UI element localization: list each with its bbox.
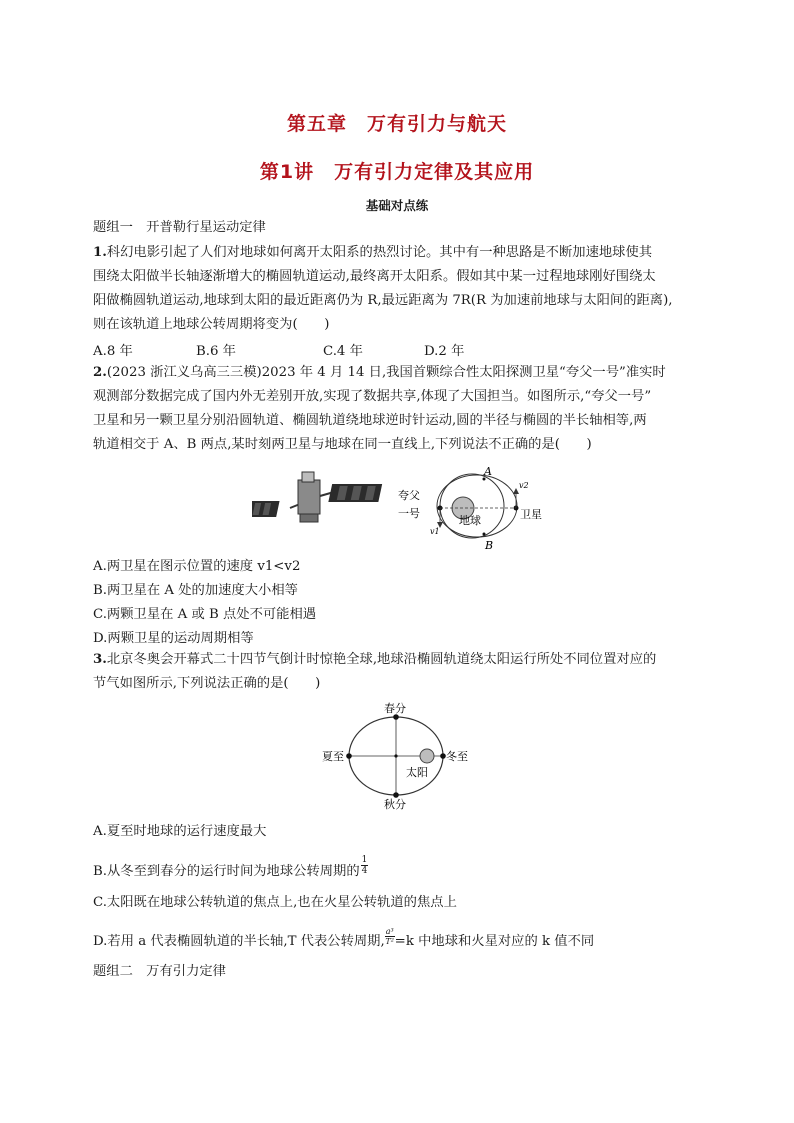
section-title: 基础对点练 [365, 198, 429, 213]
label-kuafu-2: 一号 [398, 507, 420, 520]
q1-option-c[interactable]: C.4 年 [323, 344, 363, 359]
q3-option-b-text: B.从冬至到春分的运行时间为地球公转周期的 [93, 864, 360, 879]
q1-option-a[interactable]: A.8 年 [93, 344, 133, 359]
q2-line2: 观测部分数据完成了国内外无差别开放,实现了数据共享,体现了大国担当。如图所示,“夸父一号” [93, 389, 652, 404]
lesson-title: 第1讲 万有引力定律及其应用 [259, 161, 535, 183]
group1-title: 题组一 开普勒行星运动定律 [93, 220, 266, 235]
q2-number: 2. [93, 365, 107, 380]
kepler-fraction [385, 927, 395, 946]
q1-option-b[interactable]: B.6 年 [196, 344, 236, 359]
q1-line3: 阳做椭圆轨道运动,地球到太阳的最近距离仍为 R,最远距离为 7R(R 为加速前地球与太阳间的距离), [93, 293, 673, 308]
q2-line1 [93, 364, 666, 382]
q1-line1 [93, 244, 652, 262]
q3-option-d[interactable] [93, 927, 595, 951]
kepler-numerator: a³ [385, 927, 394, 936]
label-summer: 夏至 [322, 750, 344, 763]
group2-title: 题组二 万有引力定律 [93, 964, 226, 979]
label-earth: 地球 [459, 514, 481, 527]
q2-text-1: (2023 浙江义乌高三三模)2023 年 4 月 14 日,我国首颗综合性太阳探测卫星“夸父一号”准实时 [106, 365, 666, 380]
elliptical-orbit [437, 475, 517, 537]
q2-option-b[interactable]: B.两卫星在 A 处的加速度大小相等 [93, 583, 298, 598]
label-satellite: 卫星 [520, 508, 542, 521]
q1-line2: 围绕太阳做半长轴逐渐增大的椭圆轨道运动,最终离开太阳系。假如其中某一过程地球刚好围绕太 [93, 269, 656, 284]
q1-option-d[interactable]: D.2 年 [424, 344, 465, 359]
autumn-point [393, 792, 399, 798]
q1-line4: 则在该轨道上地球公转周期将变为( ) [93, 317, 330, 332]
q3-option-a[interactable]: A.夏至时地球的运行速度最大 [93, 824, 267, 839]
q3-option-d-text-1: D.若用 a 代表椭圆轨道的半长轴,T 代表公转周期, [93, 934, 385, 949]
q2-option-a[interactable]: A.两卫星在图示位置的速度 v1<v2 [93, 559, 301, 574]
label-kuafu-1: 夸父 [398, 489, 420, 502]
q2-figure [252, 466, 592, 556]
fraction-one-quarter [361, 855, 369, 876]
q1-text-1: 科幻电影引起了人们对地球如何离开太阳系的热烈讨论。其中有一种思路是不断加速地球使其 [106, 245, 653, 260]
spring-point [393, 714, 399, 720]
label-spring: 春分 [384, 702, 406, 715]
q2-line3: 卫星和另一颗卫星分别沿圆轨道、椭圆轨道绕地球逆时针运动,圆的半径与椭圆的半长轴相等,两 [93, 413, 647, 428]
label-a: A [484, 466, 492, 478]
q3-text-1: 北京冬奥会开幕式二十四节气倒计时惊艳全球,地球沿椭圆轨道绕太阳运行所处不同位置对应的 [106, 652, 657, 667]
label-v1: v1 [430, 527, 440, 536]
q2-option-c[interactable]: C.两颗卫星在 A 或 B 点处不可能相遇 [93, 607, 317, 622]
q3-number: 3. [93, 652, 107, 667]
kepler-denominator: T² [385, 937, 394, 946]
q3-line1 [93, 651, 656, 669]
winter-point [440, 753, 446, 759]
fraction-numerator: 1 [361, 855, 368, 865]
q2-option-d[interactable]: D.两颗卫星的运动周期相等 [93, 631, 254, 646]
label-v2: v2 [519, 481, 529, 490]
q1-number: 1. [93, 245, 107, 260]
q3-option-c[interactable]: C.太阳既在地球公转轨道的焦点上,也在火星公转轨道的焦点上 [93, 895, 457, 910]
label-winter: 冬至 [446, 750, 468, 763]
q3-figure [320, 700, 470, 812]
q3-option-d-text-2: =k 中地球和火星对应的 k 值不同 [394, 934, 595, 949]
q3-option-b[interactable] [93, 855, 368, 882]
sun [420, 749, 434, 763]
q2-line4: 轨道相交于 A、B 两点,某时刻两卫星与地球在同一直线上,下列说法不正确的是( ) [93, 437, 592, 452]
label-b: B [485, 539, 494, 552]
q3-line2: 节气如图所示,下列说法正确的是( ) [93, 676, 321, 691]
label-sun: 太阳 [406, 766, 428, 779]
satellite-illustration [252, 472, 382, 522]
orbit-diagram [398, 466, 542, 552]
chapter-title: 第五章 万有引力与航天 [286, 113, 507, 135]
label-autumn: 秋分 [384, 798, 406, 811]
fraction-denominator: 4 [361, 866, 368, 876]
summer-point [346, 753, 352, 759]
